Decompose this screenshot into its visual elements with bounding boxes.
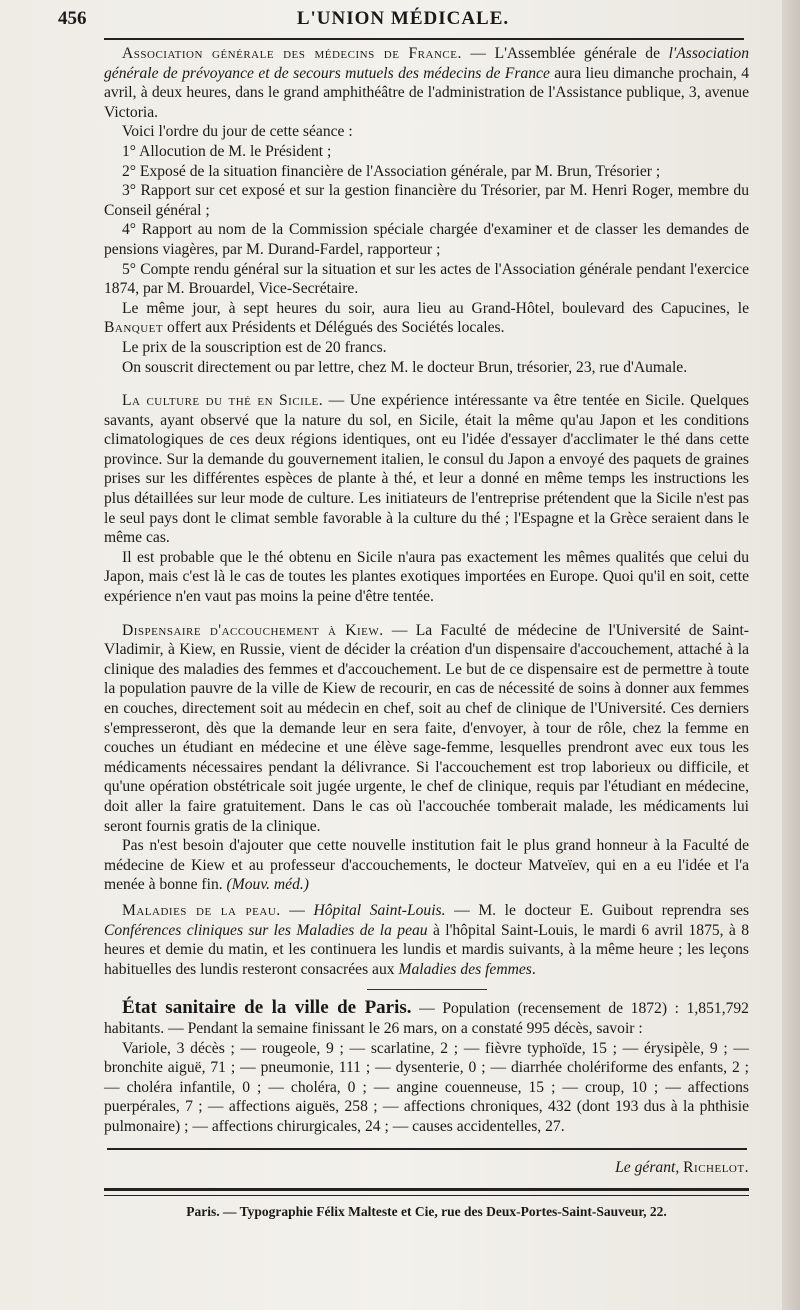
agenda-item-2: 2° Exposé de la situation financière de l'Association générale, par M. Brun, Trésorier ; (122, 162, 661, 180)
signature-name: Richelot. (683, 1159, 749, 1177)
printer-footer: Paris. — Typographie Félix Malteste et Cie, rue des Deux-Portes-Saint-Sauveur, 22. (186, 1204, 667, 1220)
agenda-item-3: 3° Rapport sur cet exposé et sur la gestion financière du Trésorier, par M. Henri Roger, membre du Conseil général ; (104, 182, 749, 219)
agenda-item-4: 4° Rapport au nom de la Commission spéciale chargée d'examiner et de classer les demandes de pensions viagères, par M. Durand-Fardel, rapporteur ; (104, 221, 749, 258)
footer-rule-thick (104, 1188, 749, 1191)
etat-paragraph-1: État sanitaire de la ville de Paris. — Population (recensement de 1872) : 1,851,792 habitants. — Pendant la semaine finissant le 26 mars, on a constaté 995 décès, savoir : (104, 997, 749, 1037)
signature (104, 1158, 749, 1178)
page-header (58, 6, 748, 36)
footer-rule-thin (104, 1195, 749, 1196)
agenda-item-5: 5° Compte rendu général sur la situation et sur les actes de l'Association générale pendant l'exercice 1874, par M. Brouardel, Vice-Secrétaire. (104, 260, 749, 298)
header-rule (104, 38, 744, 40)
subscription-info: On souscrit directement ou par lettre, chez M. le docteur Brun, trésorier, 23, rue d'Aumale. (122, 358, 688, 376)
kiew-heading: Dispensaire d'accouchement à Kiew. (122, 621, 384, 639)
peau-paragraph: Maladies de la peau. — Hôpital Saint-Louis. — M. le docteur E. Guibout reprendra ses Conférences cliniques sur les Maladies de la peau à l'hôpital Saint-Louis, le mardi 6 avril 1875, à 8 heures et demie du matin, et les continuera les lundis et mardis suivants, à la même heure ; les leçons habituelles des lundis resteront consacrées aux Maladies des femmes. (104, 901, 750, 978)
kiew-paragraph-2: Pas n'est besoin d'ajouter que cette nouvelle institution fait le plus grand honneur à la Faculté de médecine de Kiew et au professeur d'accouchements, le docteur Matveïev, qui en a eu l'idée et l'a menée à bonne fin. (Mouv. méd.) (104, 837, 749, 894)
main-column (104, 44, 749, 1222)
order-intro: Voici l'ordre du jour de cette séance : (122, 123, 353, 141)
association-paragraph: Association générale des médecins de France. — L'Assemblée générale de l'Association générale de prévoyance et de secours mutuels des médecins de France aura lieu dimanche prochain, 4 avril, à deux heures, dans le grand amphithéâtre de l'administration de l'Assistance publique, 3, avenue Victoria. (104, 45, 749, 121)
agenda-item-1: 1° Allocution de M. le Président ; (122, 142, 332, 160)
banquet-paragraph: Le même jour, à sept heures du soir, aura lieu au Grand-Hôtel, boulevard des Capucines, le Banquet offert aux Présidents et Délégués des Sociétés locales. (104, 299, 749, 337)
subscription-price: Le prix de la souscription est de 20 francs. (122, 338, 387, 356)
kiew-paragraph-1: Dispensaire d'accouchement à Kiew. — La Faculté de médecine de l'Université de Saint-Vladimir, à Kiew, en Russie, vient de décider la création d'un dispensaire d'accouchement, attaché à la clinique des maladies des femmes et d'accouchement. Le but de ce dispensaire est de permettre à toute la population pauvre de la ville de Kiew de recourir, en cas de nécessité de soins à donner aux femmes en couches, directement soit au médecin en chef, soit au chef de clinique de l'Université. Ces derniers s'empresseront, dès que la demande leur en sera faite, d'envoyer, à tour de rôle, chez la femme en couches un étudiant en médecine et une élève sage-femme, lesquelles prendront avec eux tous les médicaments nécessaires pendant la délivrance. Si l'accouchement est trop laborieux ou difficile, et qu'une opération obstétricale soit jugée urgente, le chef de clinique, requis par l'étudiant en médecine, doit aller la faire gratuitement. Dans le cas où l'accouchée tomberait malade, les médicaments lui seront fournis gratis de la clinique. (104, 621, 749, 835)
kiew-source: (Mouv. méd.) (226, 876, 309, 894)
etat-title: État sanitaire de la ville de Paris. (122, 997, 412, 1019)
sicile-paragraph-1: La culture du thé en Sicile. — Une expérience intéressante va être tentée en Sicile. Quelques savants, ayant observé que la nature du sol, en Sicile, était la même qu'au Japon et les conditions climatologiques de ces deux régions identiques, ont eu l'idée d'essayer d'acclimater le thé dans cette province. Sur la demande du gouvernement italien, le consul du Japon a envoyé des paquets de graines prises sur les différentes espèces de plante à thé, et leur a donné en même temps les instructions les plus détaillées sur leur mode de culture. Les initiateurs de l'entreprise prétendent que la Sicile n'est pas le seul pays dont le climat semble favorable à la culture du thé ; l'Espagne et la Grèce seraient dans le même cas. (104, 392, 750, 547)
section-separator (367, 989, 487, 990)
peau-heading: Maladies de la peau. (122, 901, 281, 919)
signature-label: Le gérant, (615, 1159, 680, 1177)
sicile-heading: La culture du thé en Sicile. (122, 392, 324, 410)
page-number: 456 (58, 8, 87, 29)
end-rule (107, 1148, 747, 1150)
sicile-paragraph-2: Il est probable que le thé obtenu en Sicile n'aura pas exactement les mêmes qualités que celui du Japon, mais c'est là le cas de toutes les plantes exotiques importées en Europe. Quoi qu'il en soit, cette expérience n'en vaut pas moins la peine d'être tentée. (104, 548, 749, 606)
page-edge-shadow (782, 0, 800, 1310)
etat-paragraph-2: Variole, 3 décès ; — rougeole, 9 ; — scarlatine, 2 ; — fièvre typhoïde, 15 ; — érysipèle, 9 ; — bronchite aiguë, 71 ; — pneumonie, 111 ; — dysenterie, 0 ; — diarrhée cholériforme des enfants, 2 ; — choléra infantile, 0 ; — choléra, 0 ; — angine couenneuse, 15 ; — croup, 10 ; — affections puerpérales, 7 ; — affections aiguës, 258 ; — affections chroniques, 432 (dont 193 dus à la phthisie pulmonaire) ; — affections chirurgicales, 24 ; — causes accidentelles, 27. (104, 1039, 749, 1135)
association-heading: Association générale des médecins de France. (122, 45, 462, 62)
journal-title: L'UNION MÉDICALE. (296, 8, 510, 29)
